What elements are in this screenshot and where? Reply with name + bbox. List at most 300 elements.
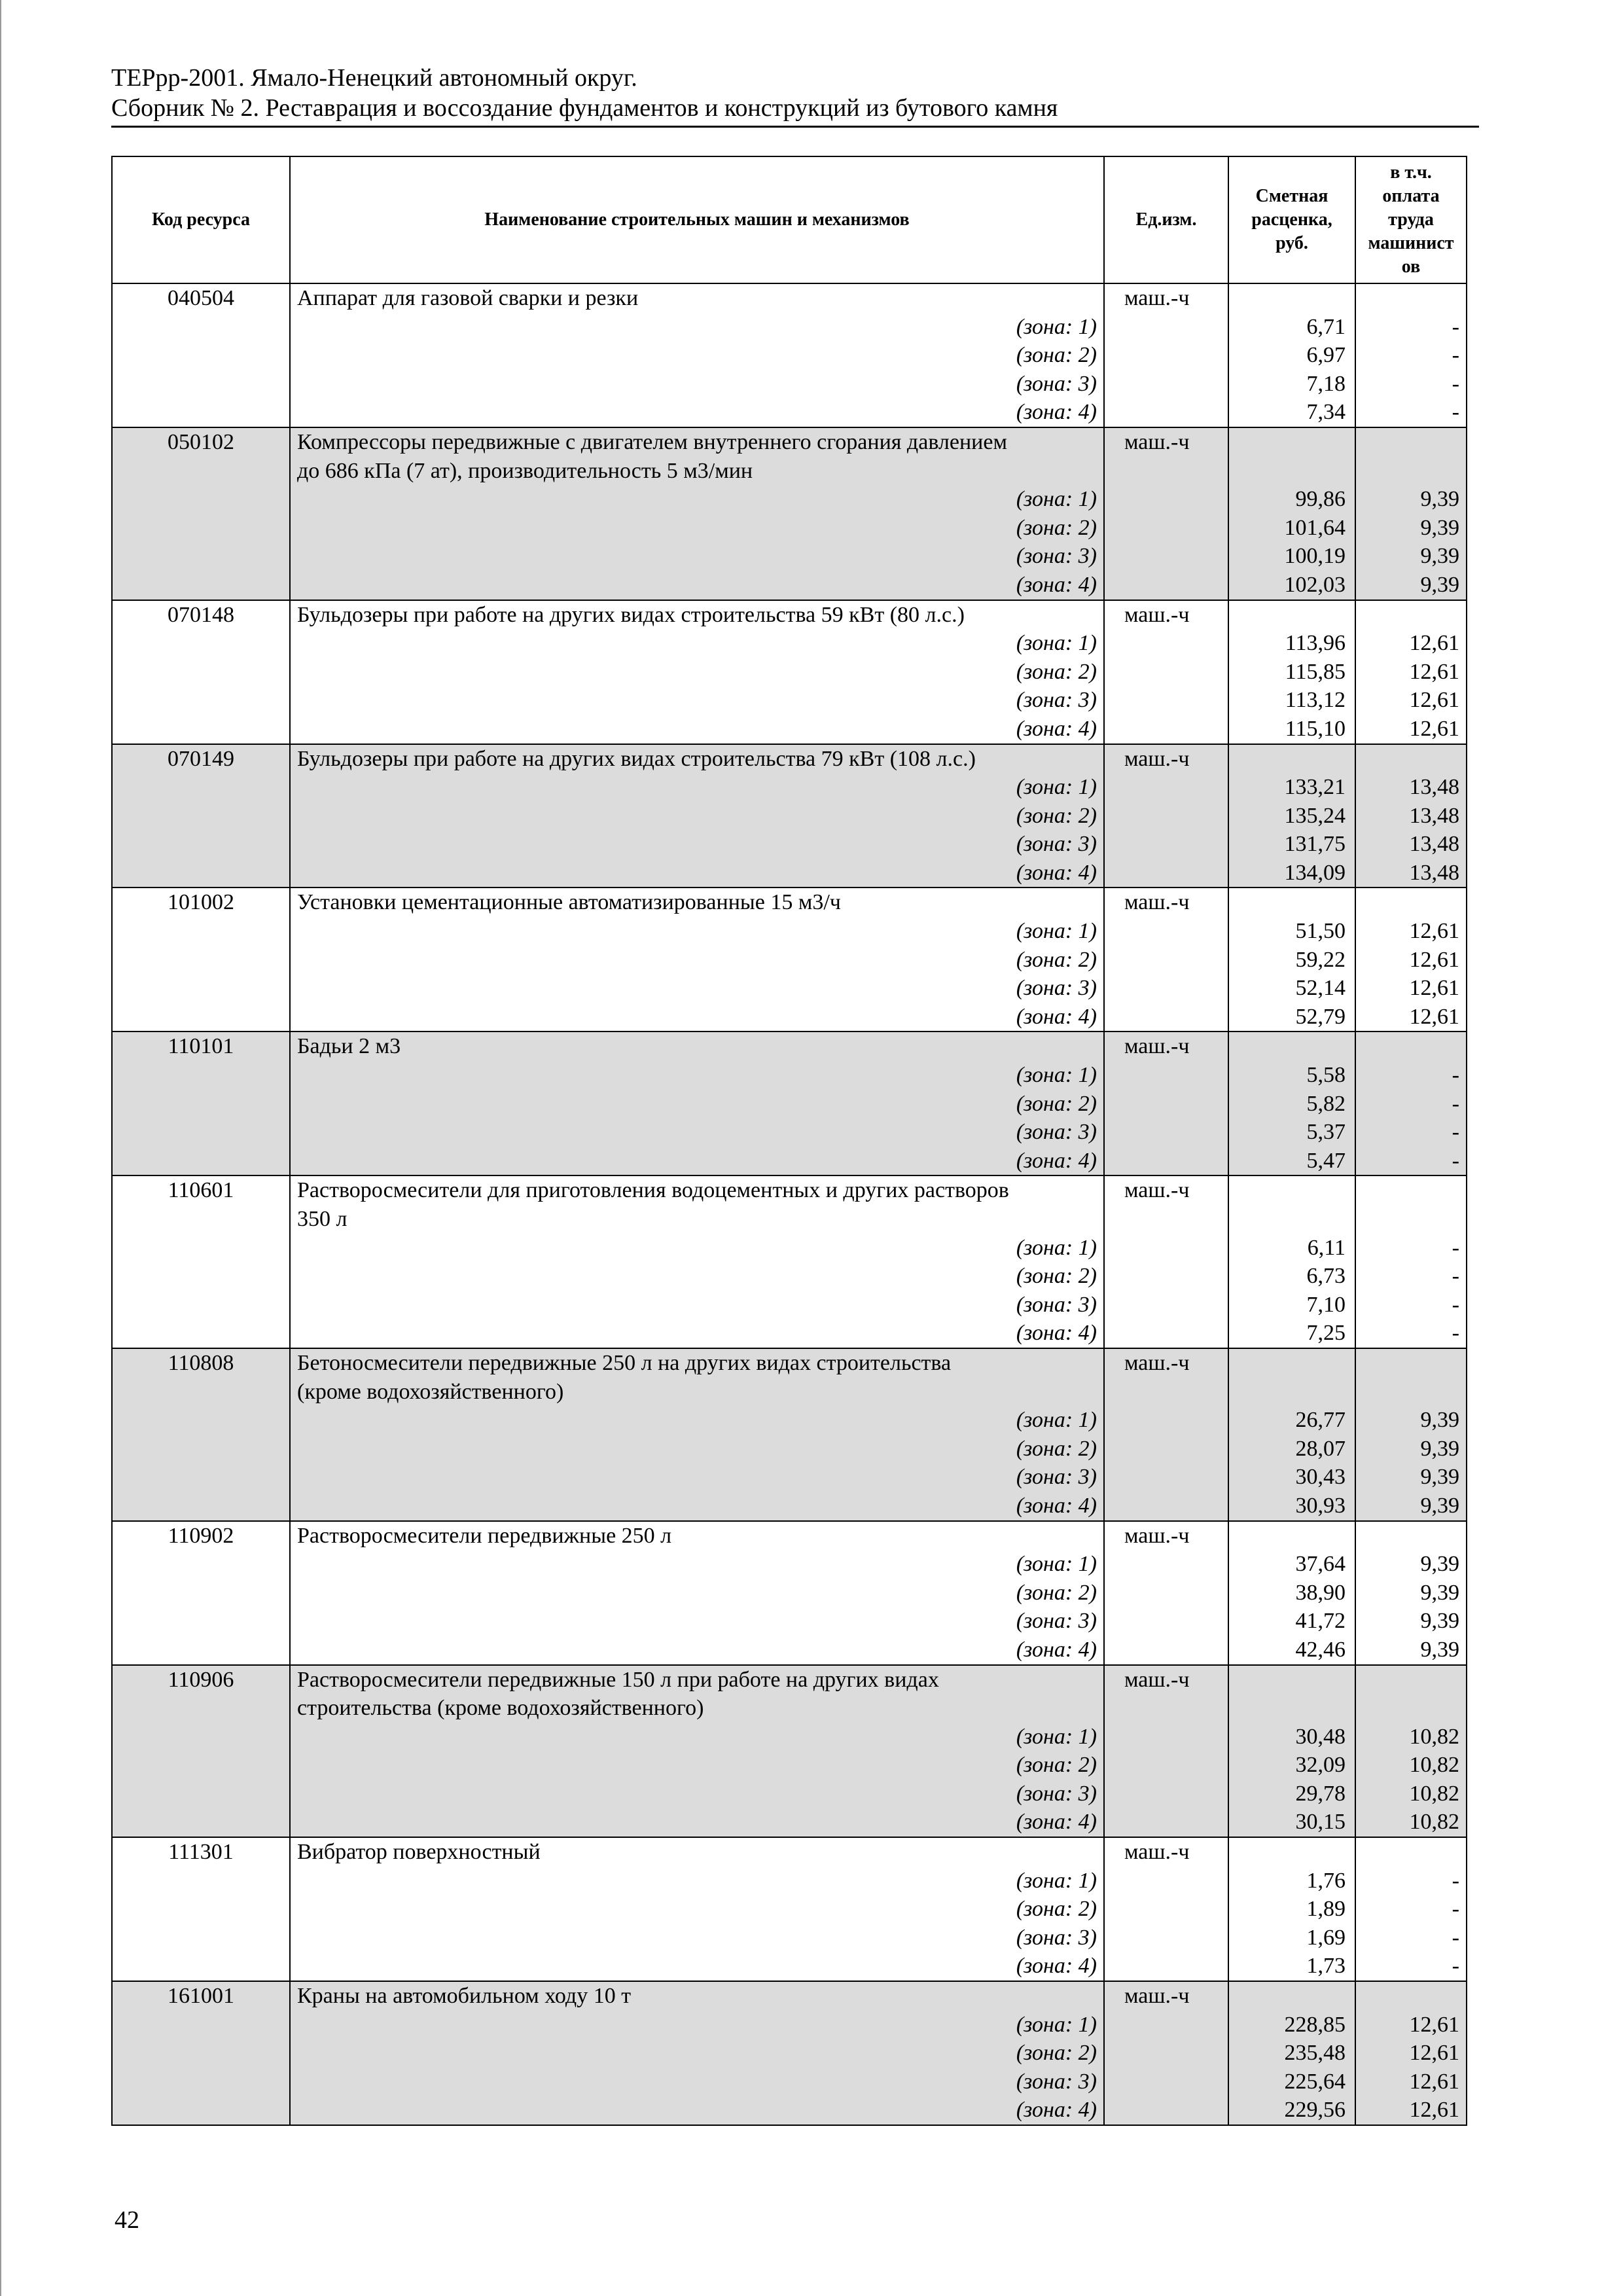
resource-name-cell [290, 600, 1104, 744]
pay-value: 13,48 [1409, 803, 1459, 828]
col-pay-header-line: ов [1401, 257, 1421, 277]
spacer-line [1229, 1378, 1355, 1407]
unit-value: маш.-ч [1124, 1350, 1190, 1375]
unit-value: маш.-ч [1124, 1178, 1190, 1203]
resource-name-cell [290, 1837, 1104, 1981]
spacer-line [1356, 1205, 1466, 1234]
unit-cell [1104, 1837, 1228, 1981]
resource-name-line: Растворосмесители передвижные 250 л [297, 1523, 672, 1548]
price-value: 6,11 [1307, 1235, 1346, 1260]
spacer-line [1229, 888, 1355, 917]
unit-cell [1104, 1521, 1228, 1665]
table-body [112, 283, 1467, 2125]
pay-value: 13,48 [1409, 775, 1459, 800]
pay-value: 10,82 [1409, 1810, 1459, 1835]
spacer-line [1229, 1176, 1355, 1205]
zone-label: (зона: 2) [1016, 2041, 1097, 2066]
spacer-line [1356, 457, 1466, 486]
pay-value: - [1452, 1925, 1459, 1950]
table-row [112, 1665, 1467, 1838]
col-price-header-line: расценка, [1251, 209, 1332, 230]
price-value: 30,15 [1295, 1810, 1346, 1835]
resource-code-cell [112, 1348, 290, 1521]
spacer-line [1229, 1666, 1355, 1695]
resource-name-cell [290, 1521, 1104, 1665]
pay-value: - [1452, 343, 1459, 368]
price-value: 37,64 [1295, 1552, 1346, 1577]
spacer-line [1229, 457, 1355, 486]
resource-name-cell [290, 1031, 1104, 1175]
pay-cell [1355, 1031, 1467, 1175]
unit-value: маш.-ч [1124, 1523, 1190, 1548]
spacer-line [1356, 745, 1466, 774]
zone-label: (зона: 2) [1016, 659, 1097, 684]
zone-label: (зона: 1) [1016, 775, 1097, 800]
spacer-line [1356, 1176, 1466, 1205]
zone-label: (зона: 1) [1016, 1868, 1097, 1893]
price-value: 52,79 [1295, 1004, 1346, 1029]
spacer-line [1356, 1838, 1466, 1867]
price-value: 1,73 [1306, 1954, 1346, 1979]
pay-value: 9,39 [1420, 1580, 1459, 1605]
pay-value: - [1452, 1292, 1459, 1317]
zone-label: (зона: 3) [1016, 1292, 1097, 1317]
zone-label: (зона: 3) [1016, 1120, 1097, 1145]
pay-value: - [1452, 1897, 1459, 1922]
spacer-line [1229, 1694, 1355, 1723]
pay-value: 12,61 [1409, 2069, 1459, 2094]
pay-value: 13,48 [1409, 860, 1459, 885]
resource-name-cell [290, 283, 1104, 427]
unit-cell [1104, 1665, 1228, 1838]
price-value: 113,12 [1285, 688, 1346, 713]
pay-value: 9,39 [1420, 515, 1459, 540]
header-title: ТЕРрр-2001. Ямало-Ненецкий автономный округ. [111, 64, 637, 92]
pay-value: 9,39 [1420, 1609, 1459, 1634]
spacer-line [1356, 1032, 1466, 1061]
pay-cell [1355, 888, 1467, 1031]
price-value: 30,48 [1295, 1724, 1346, 1749]
pay-value: 10,82 [1409, 1753, 1459, 1778]
resource-code: 050102 [168, 429, 234, 454]
zone-label: (зона: 3) [1016, 1465, 1097, 1490]
pay-value: - [1452, 1868, 1459, 1893]
resource-name-line: Растворосмесители передвижные 150 л при работе на других видах [297, 1667, 939, 1692]
price-value: 30,43 [1295, 1465, 1346, 1490]
zone-label: (зона: 4) [1016, 716, 1097, 741]
spacer-line [1356, 428, 1466, 457]
col-pay-header-line: труда [1388, 209, 1434, 230]
spacer-line [1229, 428, 1355, 457]
resource-name-line: Растворосмесители для приготовления водоцементных и других растворов [297, 1178, 1009, 1203]
price-cell [1228, 1837, 1355, 1981]
price-value: 99,86 [1295, 487, 1346, 512]
pay-value: 9,39 [1420, 1465, 1459, 1490]
pay-value: 10,82 [1409, 1781, 1459, 1806]
zone-label: (зона: 4) [1016, 860, 1097, 885]
price-value: 131,75 [1284, 832, 1346, 857]
resource-name-cell [290, 888, 1104, 1031]
zone-label: (зона: 4) [1016, 572, 1097, 597]
resource-name-line: Краны на автомобильном ходу 10 т [297, 1984, 632, 2009]
spacer-line [1356, 1378, 1466, 1407]
zone-label: (зона: 3) [1016, 976, 1097, 1001]
zone-label: (зона: 2) [1016, 1580, 1097, 1605]
pay-value: - [1452, 400, 1459, 425]
col-pay-header-line: машинист [1368, 233, 1454, 253]
pay-cell [1355, 744, 1467, 888]
pay-value: 12,61 [1409, 2041, 1459, 2066]
pay-value: 9,39 [1420, 1436, 1459, 1461]
zone-label: (зона: 2) [1016, 1264, 1097, 1289]
spacer-line [1229, 1838, 1355, 1867]
page-edge-line [0, 0, 1, 2296]
pay-value: - [1452, 1321, 1459, 1346]
resource-code: 110906 [168, 1667, 234, 1692]
zone-label: (зона: 1) [1016, 1552, 1097, 1577]
price-value: 41,72 [1295, 1609, 1346, 1634]
zone-label: (зона: 4) [1016, 1954, 1097, 1979]
price-value: 225,64 [1284, 2069, 1346, 2094]
resource-code-cell [112, 888, 290, 1031]
header-subtitle: Сборник № 2. Реставрация и воссоздание фундаментов и конструкций из бутового камня [111, 94, 1058, 122]
zone-label: (зона: 1) [1016, 1063, 1097, 1088]
header-rule [111, 126, 1479, 128]
resource-code: 111301 [168, 1840, 234, 1865]
unit-cell [1104, 888, 1228, 1031]
table-row [112, 888, 1467, 1031]
zone-label: (зона: 2) [1016, 1753, 1097, 1778]
spacer-line [1229, 284, 1355, 313]
price-value: 28,07 [1295, 1436, 1346, 1461]
table-row [112, 1521, 1467, 1665]
resource-code-cell [112, 1665, 290, 1838]
price-value: 101,64 [1284, 515, 1346, 540]
spacer-line [1356, 888, 1466, 917]
resource-name-line: Компрессоры передвижные с двигателем внутреннего сгорания давлением [297, 429, 1007, 454]
zone-label: (зона: 2) [1016, 515, 1097, 540]
price-cell [1228, 744, 1355, 888]
zone-label: (зона: 3) [1016, 2069, 1097, 2094]
spacer-line [1229, 1522, 1355, 1551]
resource-name-cell [290, 744, 1104, 888]
pay-value: - [1452, 1120, 1459, 1145]
price-value: 7,25 [1306, 1321, 1346, 1346]
resource-name-cell [290, 1665, 1104, 1838]
resource-name-line: Бульдозеры при работе на других видах строительства 79 кВт (108 л.с.) [297, 746, 976, 771]
price-cell [1228, 1981, 1355, 2125]
zone-label: (зона: 2) [1016, 1091, 1097, 1116]
price-cell [1228, 1521, 1355, 1665]
resource-code: 070149 [168, 746, 234, 771]
table-row [112, 600, 1467, 744]
spacer-line [1229, 1349, 1355, 1378]
price-value: 113,96 [1285, 631, 1346, 656]
resource-code-cell [112, 1981, 290, 2125]
zone-label: (зона: 1) [1016, 2012, 1097, 2037]
pay-value: 9,39 [1420, 1637, 1459, 1662]
zone-label: (зона: 4) [1016, 1321, 1097, 1346]
zone-label: (зона: 4) [1016, 1493, 1097, 1518]
pay-value: 12,61 [1409, 688, 1459, 713]
resource-code: 040504 [168, 286, 234, 310]
resource-code-cell [112, 600, 290, 744]
resources-table [111, 156, 1467, 2126]
unit-value: маш.-ч [1124, 746, 1190, 771]
col-price-header [1228, 156, 1355, 283]
spacer-line [1229, 1982, 1355, 2011]
spacer-line [1356, 1694, 1466, 1723]
pay-value: 9,39 [1420, 1408, 1459, 1433]
zone-label: (зона: 2) [1016, 947, 1097, 972]
unit-value: маш.-ч [1124, 286, 1190, 310]
price-value: 26,77 [1295, 1408, 1346, 1433]
zone-label: (зона: 4) [1016, 400, 1097, 425]
pay-value: 9,39 [1420, 1552, 1459, 1577]
zone-label: (зона: 2) [1016, 1436, 1097, 1461]
pay-value: 9,39 [1420, 1493, 1459, 1518]
zone-label: (зона: 4) [1016, 2098, 1097, 2123]
table-row [112, 283, 1467, 427]
pay-cell [1355, 1665, 1467, 1838]
price-value: 6,71 [1306, 314, 1346, 339]
zone-label: (зона: 1) [1016, 1235, 1097, 1260]
pay-value: 12,61 [1409, 2012, 1459, 2037]
spacer-line [1229, 1032, 1355, 1061]
resource-name-cell [290, 1348, 1104, 1521]
resource-name-line: строительства (кроме водохозяйственного) [297, 1696, 704, 1721]
pay-value: 13,48 [1409, 832, 1459, 857]
price-value: 5,82 [1306, 1091, 1346, 1116]
table-row [112, 1981, 1467, 2125]
table-row [112, 1031, 1467, 1175]
pay-cell [1355, 1837, 1467, 1981]
pay-cell [1355, 1521, 1467, 1665]
pay-value: - [1452, 1235, 1459, 1260]
spacer-line [1229, 745, 1355, 774]
price-value: 134,09 [1284, 860, 1346, 885]
col-pay-header-line: оплата [1382, 186, 1440, 206]
zone-label: (зона: 3) [1016, 1781, 1097, 1806]
resource-name-line: Бетоносмесители передвижные 250 л на других видах строительства [297, 1350, 952, 1375]
price-value: 51,50 [1295, 919, 1346, 944]
unit-value: маш.-ч [1124, 1667, 1190, 1692]
price-value: 5,47 [1306, 1148, 1346, 1173]
price-cell [1228, 427, 1355, 600]
price-value: 32,09 [1295, 1753, 1346, 1778]
col-unit-header: Ед.изм. [1104, 156, 1228, 283]
table-row [112, 1348, 1467, 1521]
price-value: 52,14 [1295, 976, 1346, 1001]
price-value: 38,90 [1295, 1580, 1346, 1605]
resource-code-cell [112, 1031, 290, 1175]
spacer-line [1356, 1522, 1466, 1551]
pay-value: 12,61 [1409, 659, 1459, 684]
zone-label: (зона: 3) [1016, 371, 1097, 396]
unit-cell [1104, 1031, 1228, 1175]
pay-value: 9,39 [1420, 544, 1459, 569]
price-value: 135,24 [1284, 803, 1346, 828]
price-value: 5,37 [1306, 1120, 1346, 1145]
pay-cell [1355, 1981, 1467, 2125]
pay-value: 12,61 [1409, 976, 1459, 1001]
pay-value: - [1452, 1264, 1459, 1289]
resource-code: 110902 [168, 1523, 234, 1548]
pay-value: 12,61 [1409, 947, 1459, 972]
price-value: 6,73 [1306, 1264, 1346, 1289]
zone-label: (зона: 1) [1016, 919, 1097, 944]
table-row [112, 744, 1467, 888]
unit-value: маш.-ч [1124, 429, 1190, 454]
pay-value: - [1452, 1063, 1459, 1088]
pay-value: 12,61 [1409, 1004, 1459, 1029]
resource-code-cell [112, 427, 290, 600]
price-value: 42,46 [1295, 1637, 1346, 1662]
col-pay-header [1355, 156, 1467, 283]
spacer-line [1356, 601, 1466, 630]
pay-value: 12,61 [1409, 631, 1459, 656]
table-row [112, 1175, 1467, 1348]
pay-value: - [1452, 1091, 1459, 1116]
zone-label: (зона: 3) [1016, 832, 1097, 857]
col-pay-header-line: в т.ч. [1390, 162, 1432, 183]
unit-cell [1104, 744, 1228, 888]
price-value: 1,69 [1306, 1925, 1346, 1950]
price-value: 100,19 [1284, 544, 1346, 569]
pay-cell [1355, 1348, 1467, 1521]
spacer-line [1356, 1982, 1466, 2011]
pay-value: 12,61 [1409, 919, 1459, 944]
zone-label: (зона: 1) [1016, 631, 1097, 656]
spacer-line [1356, 284, 1466, 313]
resource-code: 110101 [168, 1034, 234, 1059]
price-value: 7,10 [1306, 1292, 1346, 1317]
resource-name-cell [290, 1981, 1104, 2125]
unit-value: маш.-ч [1124, 1984, 1190, 2009]
pay-cell [1355, 427, 1467, 600]
zone-label: (зона: 4) [1016, 1810, 1097, 1835]
unit-cell [1104, 427, 1228, 600]
resource-name-cell [290, 427, 1104, 600]
resource-name-line: до 686 кПа (7 ат), производительность 5 м3/мин [297, 458, 753, 483]
price-cell [1228, 283, 1355, 427]
price-value: 59,22 [1295, 947, 1346, 972]
table-row [112, 1837, 1467, 1981]
document-header [111, 63, 1479, 128]
price-cell [1228, 1175, 1355, 1348]
col-price-header-line: Сметная [1255, 186, 1329, 206]
spacer-line [1229, 1205, 1355, 1234]
unit-value: маш.-ч [1124, 602, 1190, 627]
price-cell [1228, 1665, 1355, 1838]
unit-cell [1104, 1981, 1228, 2125]
spacer-line [1229, 601, 1355, 630]
zone-label: (зона: 3) [1016, 688, 1097, 713]
zone-label: (зона: 4) [1016, 1637, 1097, 1662]
zone-label: (зона: 1) [1016, 1724, 1097, 1749]
zone-label: (зона: 2) [1016, 803, 1097, 828]
resource-code-cell [112, 1521, 290, 1665]
unit-cell [1104, 600, 1228, 744]
zone-label: (зона: 1) [1016, 1408, 1097, 1433]
price-cell [1228, 600, 1355, 744]
price-value: 6,97 [1306, 343, 1346, 368]
pay-value: 12,61 [1409, 2098, 1459, 2123]
price-value: 29,78 [1295, 1781, 1346, 1806]
unit-value: маш.-ч [1124, 1034, 1190, 1059]
zone-label: (зона: 4) [1016, 1148, 1097, 1173]
zone-label: (зона: 3) [1016, 1925, 1097, 1950]
resource-name-line: Бульдозеры при работе на других видах строительства 59 кВт (80 л.с.) [297, 602, 965, 627]
unit-cell [1104, 1348, 1228, 1521]
resource-name-line: (кроме водохозяйственного) [297, 1379, 564, 1404]
zone-label: (зона: 3) [1016, 1609, 1097, 1634]
spacer-line [1356, 1666, 1466, 1695]
resource-name-line: Бадьи 2 м3 [297, 1034, 401, 1059]
price-value: 235,48 [1284, 2041, 1346, 2066]
zone-label: (зона: 2) [1016, 343, 1097, 368]
price-value: 7,34 [1306, 400, 1346, 425]
pay-value: - [1452, 1954, 1459, 1979]
resource-name-line: Аппарат для газовой сварки и резки [297, 286, 639, 310]
resource-code: 110601 [168, 1178, 234, 1203]
price-value: 30,93 [1295, 1493, 1346, 1518]
price-cell [1228, 1031, 1355, 1175]
col-name-header: Наименование строительных машин и механизмов [290, 156, 1104, 283]
price-cell [1228, 1348, 1355, 1521]
pay-value: - [1452, 314, 1459, 339]
price-value: 115,10 [1285, 716, 1346, 741]
price-value: 1,89 [1306, 1897, 1346, 1922]
price-cell [1228, 888, 1355, 1031]
price-value: 102,03 [1284, 572, 1346, 597]
price-value: 115,85 [1285, 659, 1346, 684]
resource-code: 101002 [168, 890, 234, 915]
resource-name-cell [290, 1175, 1104, 1348]
table-row [112, 427, 1467, 600]
pay-cell [1355, 1175, 1467, 1348]
resource-code: 070148 [168, 602, 234, 627]
pay-cell [1355, 600, 1467, 744]
resource-name-line: Вибратор поверхностный [297, 1840, 541, 1865]
resource-name-line: 350 л [297, 1207, 348, 1231]
zone-label: (зона: 4) [1016, 1004, 1097, 1029]
resource-code: 161001 [168, 1984, 234, 2009]
zone-label: (зона: 1) [1016, 314, 1097, 339]
price-value: 228,85 [1284, 2012, 1346, 2037]
unit-cell [1104, 1175, 1228, 1348]
page-number: 42 [115, 2206, 139, 2234]
spacer-line [1356, 1349, 1466, 1378]
pay-cell [1355, 283, 1467, 427]
pay-value: 9,39 [1420, 487, 1459, 512]
price-value: 133,21 [1284, 775, 1346, 800]
unit-cell [1104, 283, 1228, 427]
pay-value: - [1452, 1148, 1459, 1173]
pay-value: 10,82 [1409, 1724, 1459, 1749]
resource-code-cell [112, 283, 290, 427]
resource-name-line: Установки цементационные автоматизированные 15 м3/ч [297, 890, 841, 915]
zone-label: (зона: 1) [1016, 487, 1097, 512]
resource-code-cell [112, 1837, 290, 1981]
unit-value: маш.-ч [1124, 1840, 1190, 1865]
resource-code-cell [112, 1175, 290, 1348]
col-price-header-line: руб. [1275, 233, 1308, 253]
price-value: 5,58 [1306, 1063, 1346, 1088]
resource-code-cell [112, 744, 290, 888]
pay-value: 9,39 [1420, 572, 1459, 597]
price-value: 1,76 [1306, 1868, 1346, 1893]
